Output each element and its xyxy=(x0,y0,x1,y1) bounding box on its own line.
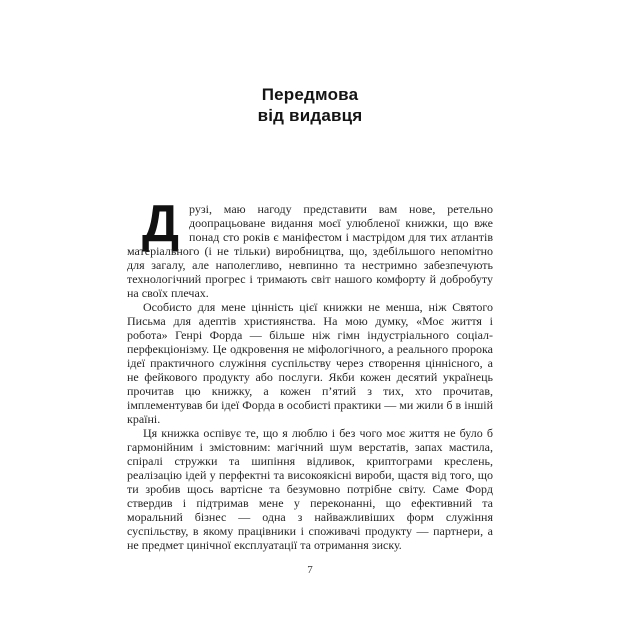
chapter-title-line1: Передмова xyxy=(261,85,359,104)
chapter-title xyxy=(127,84,493,126)
dropcap-letter: Д xyxy=(142,195,180,253)
paragraph-first-text: рузі, маю нагоду представити вам нове, ретельно доопрацьоване видання моєї улюбленої книжки, що вже понад сто років є маніфестом і мастрідом для тих атлантів матеріального (і не тільки) виробництва, що, здебільшого непомітно для загалу, але наполегливо, невпинно та нестримно забезпечують технологічний прогрес і тримають світ нашого комфорту й добробуту на своїх плечах. xyxy=(127,202,493,300)
paragraph-first xyxy=(127,195,493,300)
paragraph-third: Ця книжка оспівує те, що я люблю і без чого моє життя не було б гармонійним і змістовним: магічний шум верстатів, запах мастила, спіралі стружки та шипіння відливок, криптограми креслень, реалізацію ідей у перфектні та високоякісні вироби, щастя від того, що ти зробив щось вартісне та безумовно потрібне світу. Саме Форд ствердив і підтримав мене у переконанні, що ефективний та моральний бізнес — одна з найважливіших форм служіння суспільству, в якому працівники і споживачі продукту — партнери, а не предмет цинічної експлуатації та отримання зиску. xyxy=(127,426,493,552)
paragraph-second: Особисто для мене цінність цієї книжки не менша, ніж Святого Письма для адептів християнства. На мою думку, «Моє життя і робота» Генрі Форда — більше ніж гімн індустріального соціал-перфекціонізму. Це одкровення не міфологічного, а реального пророка ідеї практичного служіння суспільству через створення ціннісного, а не фейкового продукту або послуги. Якби кожен десятий українець прочитав цю книжку, а кожен п’ятий з тих, хто прочитав, імплементував би ідеї Форда в особисті практики — ми жили б в іншій країні. xyxy=(127,300,493,426)
page-number: 7 xyxy=(307,564,313,576)
body-text xyxy=(127,195,493,552)
chapter-title-line2: від видавця xyxy=(257,106,363,125)
